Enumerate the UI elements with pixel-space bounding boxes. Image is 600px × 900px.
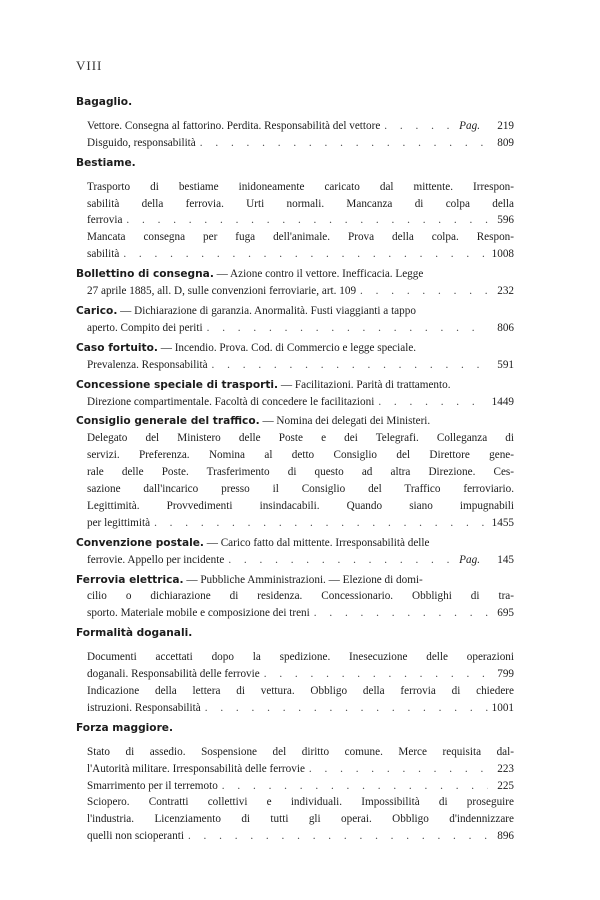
dot-leader: [374, 394, 488, 411]
entry-text: sporto. Materiale mobile e composizione dei treni: [87, 607, 310, 620]
dot-leader: [218, 778, 488, 795]
dot-leader: [150, 515, 488, 532]
sub-entry-line: sabilità della ferrovia. Urti normali. Mancanza di colpa della: [87, 197, 514, 210]
entry-heading: Bagaglio.: [76, 96, 133, 108]
entry-text: — Azione contro il vettore. Inefficacia. Legge: [216, 268, 424, 281]
sub-entry: [76, 683, 514, 717]
dot-leader: [310, 605, 488, 622]
sub-entry-text: quelli non scioperanti: [87, 830, 184, 843]
entry-text: Direzione compartimentale. Facoltà di concedere le facilitazioni: [87, 395, 375, 408]
sub-entry: [76, 135, 514, 152]
sub-entry-line: Trasporto di bestiame inidoneamente caricato dal mittente. Irrespon-: [87, 180, 514, 193]
entry-heading: Forza maggiore.: [76, 721, 174, 734]
entry-text: Prevalenza. Responsabilità: [87, 358, 208, 371]
entry-text: — Carico fatto dal mittente. Irresponsabilità delle: [206, 536, 430, 549]
entry-text: 27 aprile 1885, all. D, sulle convenzioni ferroviarie, art. 109: [87, 285, 357, 298]
index-entry: [76, 94, 514, 152]
sub-entry-text: ferrovia: [87, 214, 123, 227]
entry-line: sazione dall'incarico presso il Consiglio del Traffico ferroviario.: [87, 483, 514, 496]
entry-heading: Ferrovia elettrica.: [76, 573, 184, 586]
page-reference: 1455: [491, 516, 514, 529]
entry-text: — Dichiarazione di garanzia. Anormalità. Fusti viaggianti a tappo: [120, 304, 416, 317]
sub-entry: [76, 229, 514, 263]
dot-leader: [196, 135, 488, 152]
entry-line: Delegato del Ministero delle Poste e dei Telegrafi. Colleganza di: [87, 432, 514, 445]
entry-heading: Formalità doganali.: [76, 627, 193, 640]
page-reference: 806: [497, 321, 514, 334]
index-entry: [76, 303, 514, 337]
dot-leader: [119, 246, 488, 263]
page-reference: 596: [497, 214, 514, 227]
entry-text: aperto. Compito dei periti: [87, 321, 203, 334]
sub-entry-text: Smarrimento per il terremoto: [87, 779, 218, 792]
entry-heading: Bollettino di consegna.: [76, 268, 214, 281]
sub-entry: [76, 744, 514, 778]
dot-leader: [356, 283, 488, 300]
index-entry: [76, 535, 514, 569]
dot-leader: [201, 700, 488, 717]
page-reference: 219: [497, 119, 514, 132]
entry-text: — Pubbliche Amministrazioni. — Elezione di domi-: [186, 573, 423, 586]
page-reference: 1449: [491, 395, 514, 408]
subject-index: [76, 94, 514, 848]
entry-line: cilio o dichiarazione di residenza. Concessionario. Obblighi di tra-: [87, 590, 514, 603]
entry-line: Legittimità. Provvedimenti insindacabili. Quando siano impugnabili: [87, 499, 514, 512]
pag-label: Pag.: [459, 119, 480, 132]
sub-entry-text: Disguido, responsabilità: [87, 136, 196, 149]
entry-heading: Convenzione postale.: [76, 536, 204, 549]
sub-entry: [76, 118, 514, 135]
page-number: VIII: [76, 58, 103, 73]
page-reference: 695: [497, 607, 514, 620]
page-reference: 225: [497, 779, 514, 792]
page-reference: 1001: [491, 701, 514, 714]
index-entry: [76, 377, 514, 411]
entry-text: — Incendio. Prova. Cod. di Commercio e legge speciale.: [160, 341, 417, 354]
sub-entry-line: Documenti accettati dopo la spedizione. Inesecuzione delle operazioni: [87, 651, 514, 664]
entry-line: servizi. Preferenza. Nomina al detto Consiglio del Direttore gene-: [87, 449, 514, 462]
dot-leader: [224, 552, 459, 569]
index-entry: [76, 625, 514, 717]
page-reference: 1008: [491, 248, 514, 261]
index-entry: [76, 266, 514, 300]
sub-entry-line: Mancata consegna per fuga dell'animale. Prova della colpa. Respon-: [87, 231, 514, 244]
page-reference: 799: [497, 668, 514, 681]
entry-heading: Consiglio generale del traffico.: [76, 415, 260, 428]
sub-entry: [76, 778, 514, 795]
sub-entry: [76, 649, 514, 683]
dot-leader: [203, 320, 488, 337]
dot-leader: [380, 118, 459, 135]
entry-text: — Nomina dei delegati dei Ministeri.: [262, 415, 431, 428]
index-entry: [76, 572, 514, 623]
index-entry: [76, 413, 514, 531]
sub-entry-text: doganali. Responsabilità delle ferrovie: [87, 668, 260, 681]
dot-leader: [184, 828, 488, 845]
entry-text: ferrovie. Appello per incidente: [87, 553, 225, 566]
page-reference: 145: [497, 553, 514, 566]
index-entry: [76, 340, 514, 374]
dot-leader: [260, 666, 488, 683]
sub-entry-text: sabilità: [87, 248, 120, 261]
sub-entry-text: Vettore. Consegna al fattorino. Perdita. Responsabilità del vettore: [87, 119, 381, 132]
entry-heading: Carico.: [76, 304, 118, 317]
dot-leader: [305, 761, 488, 778]
sub-entry-line: Indicazione della lettera di vettura. Obbligo della ferrovia di chiedere: [87, 685, 514, 697]
entry-heading: Concessione speciale di trasporti.: [76, 378, 279, 391]
entry-text: per legittimità: [87, 516, 151, 529]
sub-entry-line: Sciopero. Contratti collettivi e individuali. Impossibilità di proseguire: [87, 796, 514, 809]
sub-entry-line: Stato di assedio. Sospensione del diritto comune. Merce requisita dal-: [87, 745, 514, 758]
page-reference: 809: [497, 136, 514, 149]
sub-entry: [76, 794, 514, 845]
entry-text: — Facilitazioni. Parità di trattamento.: [280, 378, 451, 391]
page-reference: 896: [497, 830, 514, 843]
entry-heading: Caso fortuito.: [76, 341, 158, 354]
dot-leader: [208, 357, 488, 374]
sub-entry-text: istruzioni. Responsabilità: [87, 701, 201, 714]
entry-heading: Bestiame.: [76, 156, 136, 169]
page-reference: 223: [497, 762, 514, 775]
page-reference: 591: [497, 358, 514, 371]
sub-entry-line: l'industria. Licenziamento di tutti gli operai. Obbligo d'indennizzare: [87, 813, 514, 826]
index-entry: [76, 720, 514, 845]
page-reference: 232: [497, 285, 514, 298]
sub-entry: [76, 179, 514, 230]
entry-line: rale delle Poste. Trasferimento di questo ad altra Direzione. Ces-: [87, 466, 514, 479]
index-entry: [76, 155, 514, 263]
dot-leader: [122, 212, 488, 229]
pag-label: Pag.: [459, 553, 480, 566]
sub-entry-text: l'Autorità militare. Irresponsabilità delle ferrovie: [87, 762, 305, 775]
